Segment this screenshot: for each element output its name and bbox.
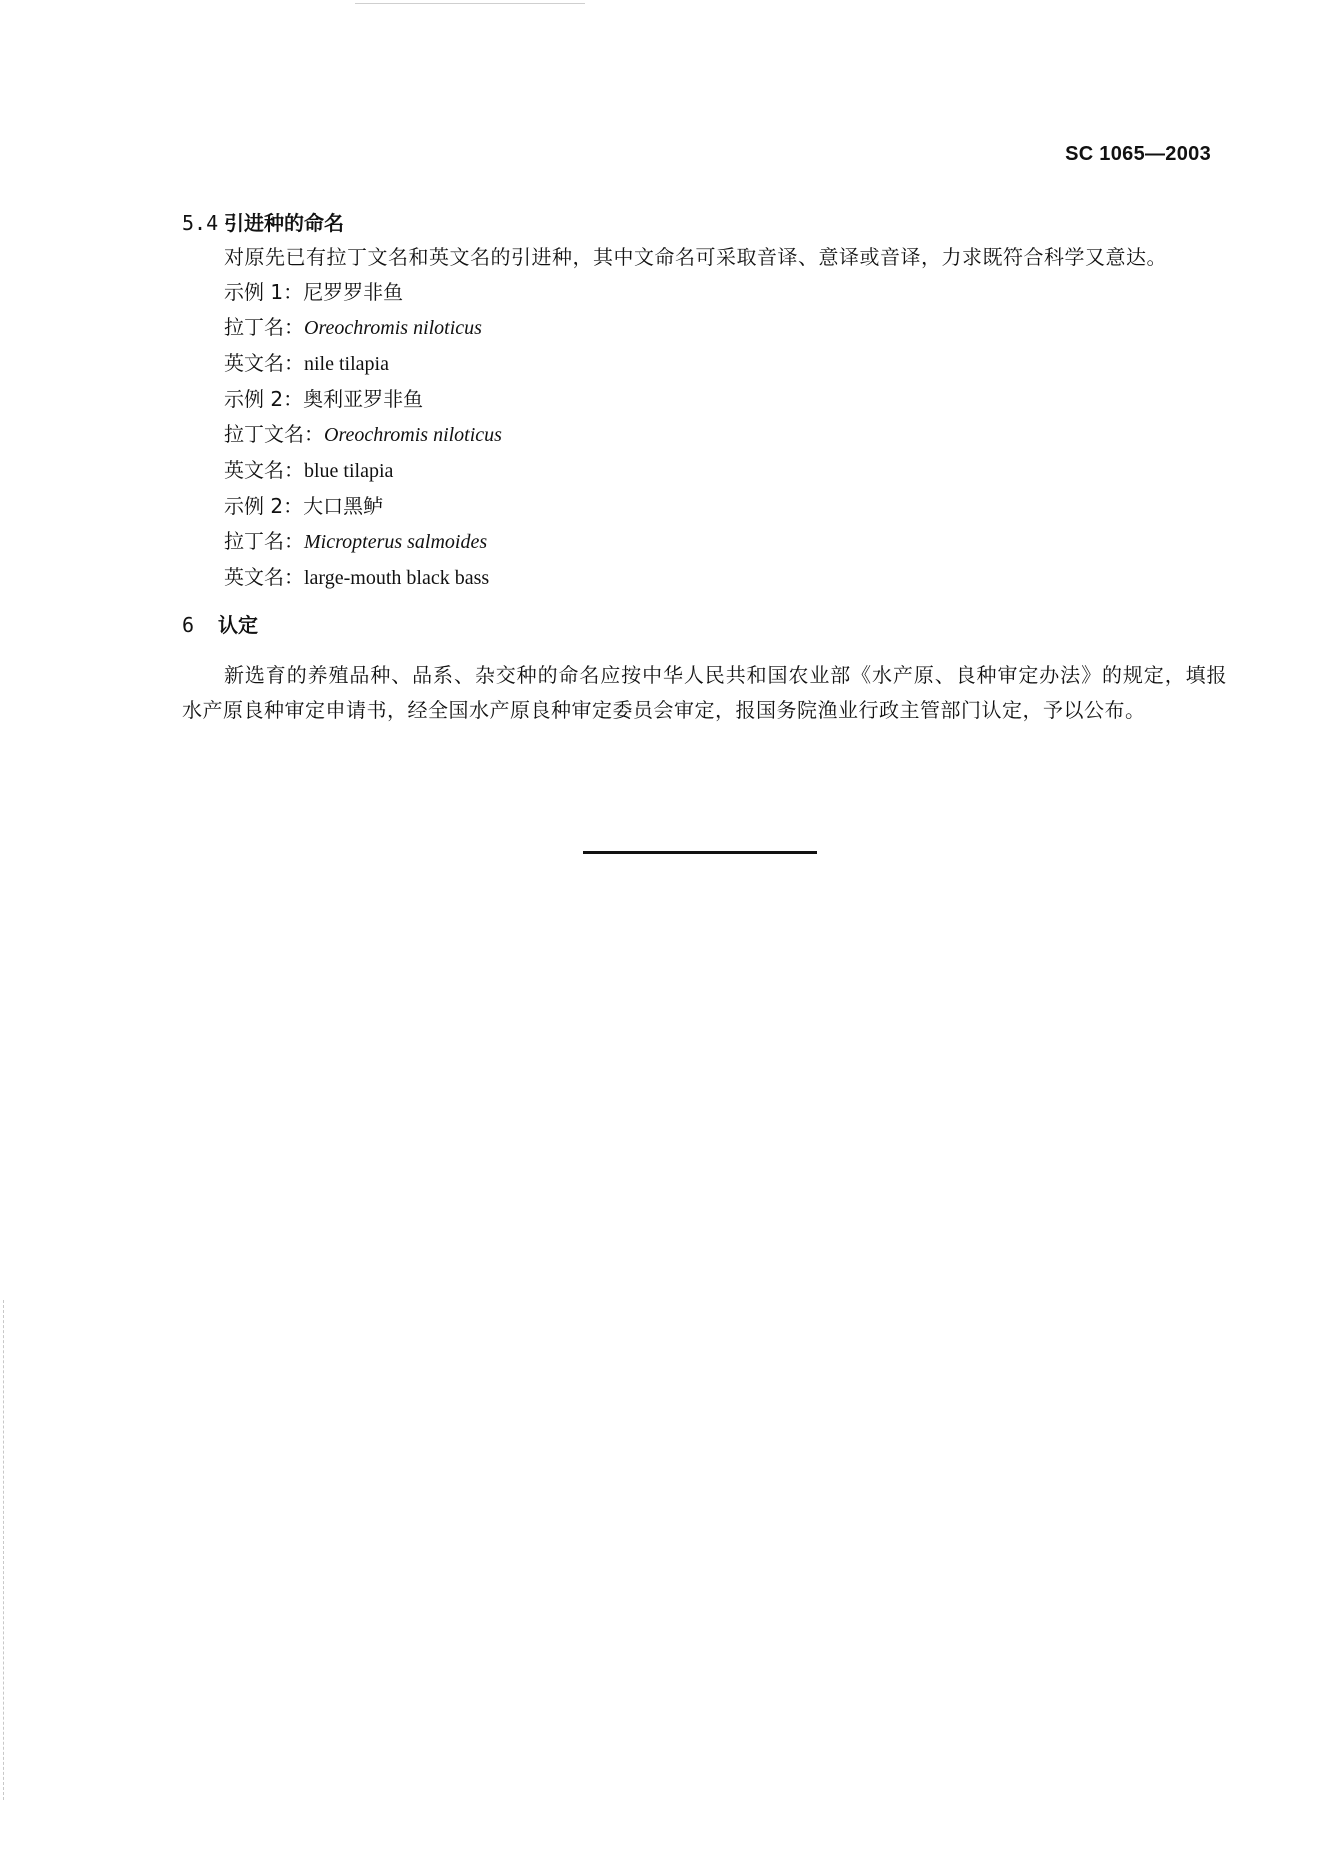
section-title: 认定 [218,613,258,637]
english-name-prefix: 英文名： [224,565,304,589]
english-name-prefix: 英文名： [224,458,304,482]
section-heading-5-4 [182,206,1227,240]
latin-name-line [182,524,1227,560]
section-number: 5.4 [182,211,219,235]
example-label: 示例 1：尼罗罗非鱼 [224,280,404,304]
standard-number: SC 1065—2003 [1065,143,1211,165]
english-name-line [182,346,1227,382]
latin-name-line [182,417,1227,453]
latin-name: Oreochromis niloticus [324,424,502,446]
example-label: 示例 2：大口黑鲈 [224,494,384,518]
spacer [182,596,1227,608]
latin-name-prefix: 拉丁名： [224,315,304,339]
section-6-paragraph: 新选育的养殖品种、品系、杂交种的命名应按中华人民共和国农业部《水产原、良种审定办法》的规定，填报水产原良种审定申请书，经全国水产原良种审定委员会审定，报国务院渔业行政主管部门认定，予以公布。 [182,663,1227,722]
latin-name-prefix: 拉丁名： [224,529,304,553]
latin-name: Oreochromis niloticus [304,317,482,339]
section-heading-6 [182,608,1227,642]
english-name: blue tilapia [304,460,394,482]
english-name: large-mouth black bass [304,567,490,589]
section-5-4-paragraph: 对原先已有拉丁文名和英文名的引进种，其中文命名可采取音译、意译或音译，力求既符合科学又意达。 [224,245,1167,269]
section-title: 引进种的命名 [224,211,344,235]
scan-top-marks [355,0,585,4]
latin-name-line [182,310,1227,346]
example-label: 示例 2：奥利亚罗非鱼 [224,387,424,411]
english-name-prefix: 英文名： [224,351,304,375]
page-body [182,206,1227,728]
scan-edge-marks [3,1300,6,1800]
english-name: nile tilapia [304,353,389,375]
english-name-line [182,560,1227,596]
latin-name-prefix: 拉丁文名： [224,422,324,446]
english-name-line [182,453,1227,489]
spacer [182,642,1227,658]
end-of-document-rule [583,851,817,854]
section-number: 6 [182,613,195,637]
latin-name: Micropterus salmoides [304,531,488,553]
